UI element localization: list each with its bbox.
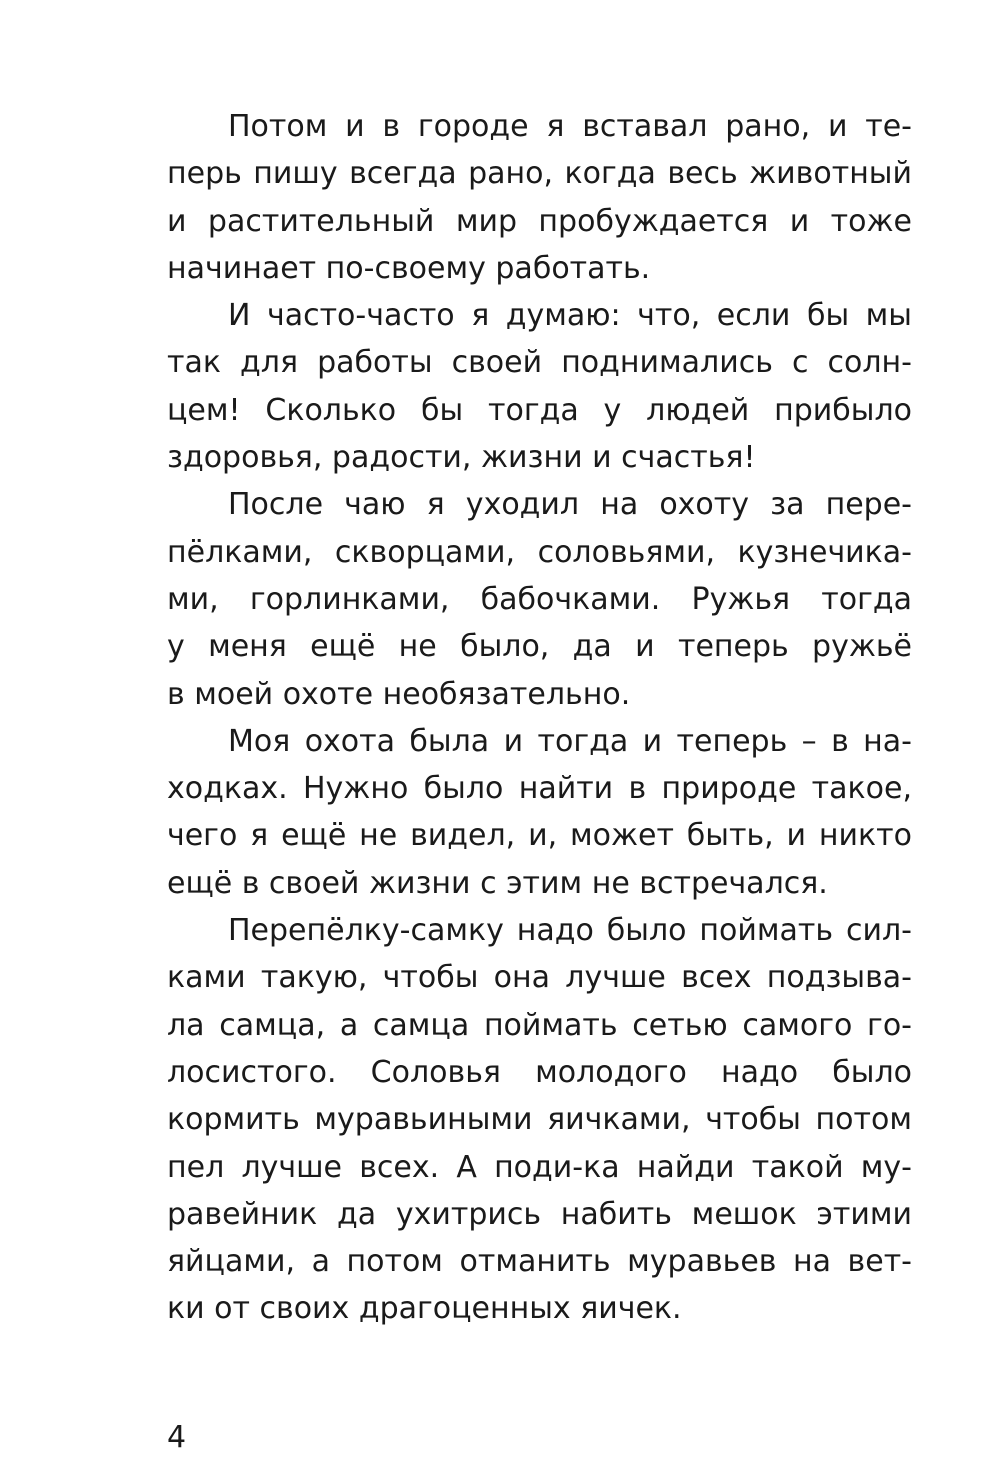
text-line: ещё в своей жизни с этим не встречался. xyxy=(167,865,828,901)
text-line: После чаю я уходил на охоту за пере- xyxy=(228,487,912,523)
text-line: яйцами, а потом отманить муравьев на вет- xyxy=(167,1244,912,1280)
text-line: лосистого. Соловья молодого надо было xyxy=(167,1054,912,1090)
text-line: цем! Сколько бы тогда у людей прибыло xyxy=(167,392,912,428)
text-line: кормить муравьиными яичками, чтобы потом xyxy=(167,1102,912,1138)
text-line: пел лучше всех. А поди-ка найди такой му- xyxy=(167,1149,912,1185)
text-line: так для работы своей поднимались с солн- xyxy=(167,345,912,381)
text-line: и растительный мир пробуждается и тоже xyxy=(167,203,912,239)
paragraph-2 xyxy=(167,292,912,481)
paragraph-4 xyxy=(167,718,912,907)
text-line: у меня ещё не было, да и теперь ружьё xyxy=(167,629,912,665)
text-line: И часто-часто я думаю: что, если бы мы xyxy=(228,298,912,334)
text-line: ками такую, чтобы она лучше всех подзыва- xyxy=(167,960,912,996)
paragraph-5 xyxy=(167,907,912,1333)
text-line: пёлками, скворцами, соловьями, кузнечика- xyxy=(167,534,912,570)
text-line: здоровья, радости, жизни и счастья! xyxy=(167,440,756,476)
text-line: ходках. Нужно было найти в природе такое, xyxy=(167,771,912,807)
text-line: равейник да ухитрись набить мешок этими xyxy=(167,1196,912,1232)
text-line: ки от своих драгоценных яичек. xyxy=(167,1291,682,1327)
paragraph-1 xyxy=(167,103,912,292)
text-line: Потом и в городе я вставал рано, и те- xyxy=(228,109,912,144)
body-text xyxy=(167,103,912,1333)
text-line: чего я ещё не видел, и, может быть, и никто xyxy=(167,818,912,854)
text-line: перь пишу всегда рано, когда весь животный xyxy=(167,156,912,192)
text-line: Моя охота была и тогда и теперь – в на- xyxy=(228,723,912,759)
text-line: Перепёлку-самку надо было поймать сил- xyxy=(228,913,912,949)
paragraph-3 xyxy=(167,481,912,717)
page-number: 4 xyxy=(167,1420,187,1455)
text-line: в моей охоте необязательно. xyxy=(167,676,631,712)
text-line: начинает по-своему работать. xyxy=(167,250,651,286)
text-line: ла самца, а самца поймать сетью самого го- xyxy=(167,1007,912,1043)
text-line: ми, горлинками, бабочками. Ружья тогда xyxy=(167,581,912,617)
